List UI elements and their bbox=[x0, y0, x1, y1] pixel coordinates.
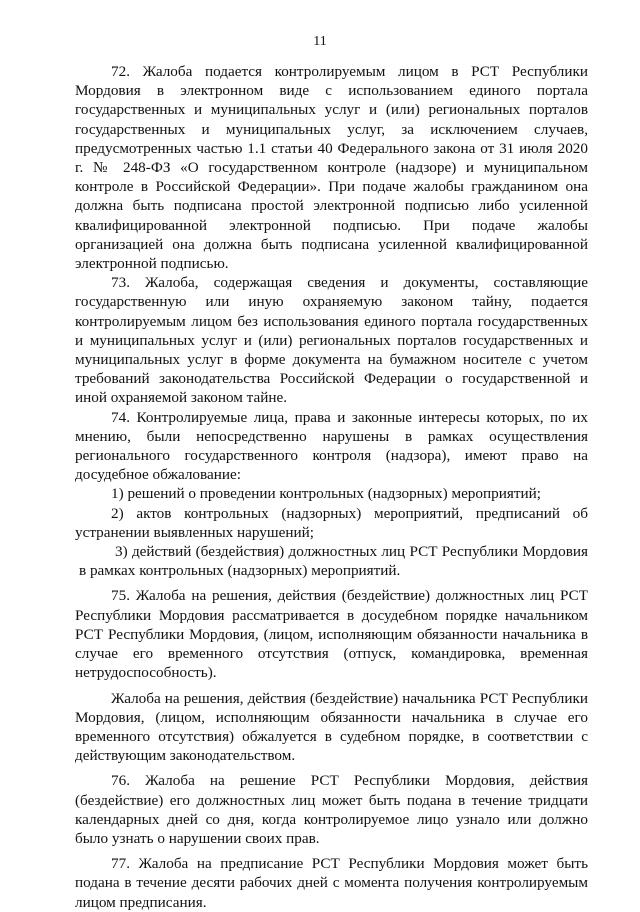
paragraph-77: 77. Жалоба на предписание РСТ Республики Мордовия может быть подана в течение десяти рабочих дней с момента получения контролируемым лицом предписания. bbox=[75, 855, 588, 911]
page-number: 11 bbox=[313, 34, 327, 49]
paragraph-75: 75. Жалоба на решения, действия (бездействие) должностных лиц РСТ Республики Мордовия рассматривается в досудебном порядке начальником РСТ Республики Мордовия, (лицом, исполняющим обязанности начальника в случае его временного отсутствия (отпуск, командировка, временная нетрудоспособность). bbox=[75, 587, 588, 682]
paragraph-72: 72. Жалоба подается контролируемым лицом в РСТ Республики Мордовия в электронном виде с использованием единого портала государственных и муниципальных услуг и (или) региональных порталов государственных и муниципальных услуг, за исключением случаев, предусмотренных частью 1.1 статьи 40 Федерального закона от 31 июля 2020 г. № 248-ФЗ «О государственном контроле (надзоре) и муниципальном контроле в Российской Федерации». При подаче жалобы гражданином она должна быть подписана простой электронной подписью либо усиленной квалифицированной электронной подписью. При подаче жалобы организацией она должна быть подписана усиленной квалифицированной электронной подписью. bbox=[75, 63, 588, 273]
paragraph-75-appeal: Жалоба на решения, действия (бездействие) начальника РСТ Республики Мордовия, (лицом, исполняющим обязанности начальника в случае его временного отсутствия) обжалуется в судебном порядке, в соответствии с действующим законодательством. bbox=[75, 689, 588, 765]
paragraph-73: 73. Жалоба, содержащая сведения и документы, составляющие государственную или иную охраняемую законом тайну, подается контролируемым лицом без использования единого портала государственных и муниципальных услуг и (или) региональных порталов государственных и муниципальных услуг в форме документа на бумажном носителе с учетом требований законодательства Российской Федерации о государственной и иной охраняемой законом тайне. bbox=[75, 274, 588, 407]
paragraph-74: 74. Контролируемые лица, права и законные интересы которых, по их мнению, были непосредственно нарушены в рамках осуществления регионального государственного контроля (надзора), имеют право на досудебное обжалование: bbox=[75, 408, 588, 484]
document-body bbox=[75, 62, 588, 912]
list-item-3: 3) действий (бездействия) должностных лиц РСТ Республики Мордовия в рамках контрольных (надзорных) мероприятий. bbox=[79, 543, 588, 580]
list-item-2: 2) актов контрольных (надзорных) мероприятий, предписаний об устранении выявленных нарушений; bbox=[75, 504, 588, 541]
paragraph-76: 76. Жалоба на решение РСТ Республики Мордовия, действия (бездействие) его должностных лиц может быть подана в течение тридцати календарных дней со дня, когда контролируемое лицо узнало или должно было узнать о нарушении своих прав. bbox=[75, 772, 588, 847]
list-item-1: 1) решений о проведении контрольных (надзорных) мероприятий; bbox=[111, 485, 541, 503]
